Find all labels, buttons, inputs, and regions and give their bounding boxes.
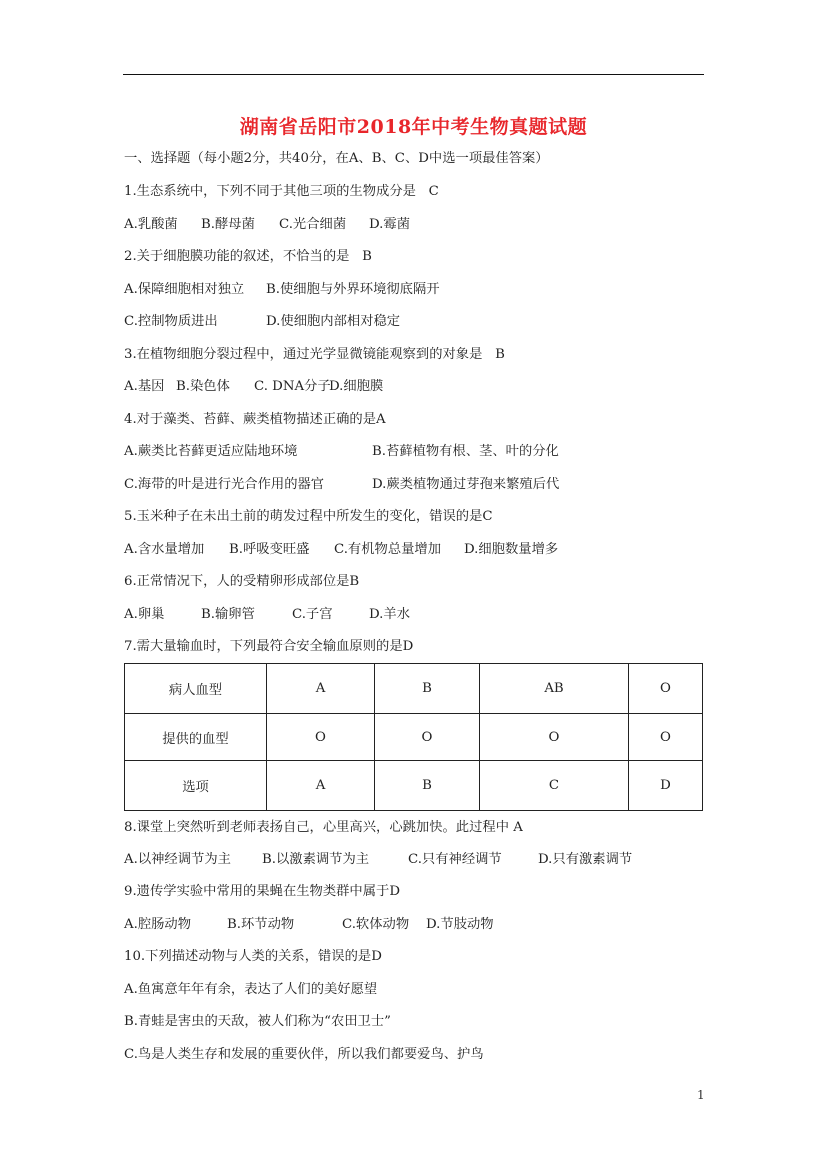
option-b: B.染色体 [176, 379, 230, 394]
table-cell: D [629, 761, 703, 811]
table-cell: B [375, 664, 480, 714]
table-row [125, 664, 703, 714]
question-10-option-c: C.鸟是人类生存和发展的重要伙伴，所以我们都要爱鸟、护鸟 [124, 1047, 484, 1062]
table-cell: AB [480, 664, 629, 714]
option-a: A.卵巢 [124, 607, 165, 622]
table-cell: A [267, 761, 375, 811]
table-cell: A [267, 664, 375, 714]
option-b: B.酵母菌 [201, 217, 255, 232]
document-title: 湖南省岳阳市2018年中考生物真题试题 [239, 116, 588, 138]
question-4-stem: 4.对于藻类、苔藓、蕨类植物描述正确的是A [124, 412, 386, 427]
option-a: A.含水量增加 [124, 542, 205, 557]
table-cell: 提供的血型 [125, 714, 267, 761]
question-10-stem: 10.下列描述动物与人类的关系，错误的是D [124, 949, 382, 964]
option-d: D.细胞膜 [329, 379, 384, 394]
question-3-stem: 3.在植物细胞分裂过程中，通过光学显微镜能观察到的对象是 B [124, 347, 505, 362]
question-5-stem: 5.玉米种子在未出土前的萌发过程中所发生的变化，错误的是C [124, 509, 493, 524]
question-10-option-b: B.青蛙是害虫的天敌，被人们称为“农田卫士” [124, 1014, 391, 1029]
question-6-stem: 6.正常情况下，人的受精卵形成部位是B [124, 574, 360, 589]
option-c: C.光合细菌 [279, 217, 347, 232]
option-d: D.使细胞内部相对稳定 [266, 314, 401, 329]
question-2-stem: 2.关于细胞膜功能的叙述，不恰当的是 B [124, 249, 372, 264]
option-a: A.基因 [124, 379, 165, 394]
table-cell: 病人血型 [125, 664, 267, 714]
table-cell: B [375, 761, 480, 811]
option-d: D.羊水 [369, 607, 411, 622]
option-c: C.有机物总量增加 [334, 542, 442, 557]
option-b: B.环节动物 [227, 917, 295, 932]
option-d: D.只有激素调节 [538, 852, 633, 867]
option-a: A.腔肠动物 [124, 917, 192, 932]
option-d: D.节肢动物 [426, 917, 494, 932]
option-a: A.乳酸菌 [124, 217, 178, 232]
option-b: B.输卵管 [201, 607, 255, 622]
section-heading: 一、选择题（每小题2分，共40分，在A、B、C、D中选一项最佳答案） [124, 151, 549, 166]
option-a: A.蕨类比苔藓更适应陆地环境 [124, 444, 298, 459]
table-cell: C [480, 761, 629, 811]
option-b: B.使细胞与外界环境彻底隔开 [266, 282, 440, 297]
table-row [125, 761, 703, 811]
option-b: B.以激素调节为主 [262, 852, 370, 867]
option-c: C.只有神经调节 [408, 852, 502, 867]
option-c: C.海带的叶是进行光合作用的器官 [124, 477, 325, 492]
blood-type-table [124, 663, 703, 811]
table-cell: O [375, 714, 480, 761]
table-cell: O [480, 714, 629, 761]
page-number: 1 [697, 1088, 705, 1102]
option-a: A.保障细胞相对独立 [124, 282, 245, 297]
table-cell: 选项 [125, 761, 267, 811]
table-cell: O [629, 714, 703, 761]
option-b: B.呼吸变旺盛 [229, 542, 310, 557]
option-d: D.细胞数量增多 [464, 542, 559, 557]
question-10-option-a: A.鱼寓意年年有余，表达了人们的美好愿望 [124, 982, 378, 997]
question-9-stem: 9.遗传学实验中常用的果蝇在生物类群中属于D [124, 884, 400, 899]
question-1-stem: 1.生态系统中，下列不同于其他三项的生物成分是 C [124, 184, 439, 199]
option-d: D.蕨类植物通过芽孢来繁殖后代 [372, 477, 560, 492]
question-7-stem: 7.需大量输血时，下列最符合安全输血原则的是D [124, 639, 414, 654]
table-cell: O [629, 664, 703, 714]
option-a: A.以神经调节为主 [124, 852, 231, 867]
table-cell: O [267, 714, 375, 761]
option-c: C.控制物质进出 [124, 314, 218, 329]
header-rule [123, 74, 704, 75]
option-c: C.软体动物 [342, 917, 410, 932]
question-8-stem: 8.课堂上突然听到老师表扬自己，心里高兴，心跳加快。此过程中 A [124, 820, 523, 835]
option-b: B.苔藓植物有根、茎、叶的分化 [372, 444, 559, 459]
table-row [125, 714, 703, 761]
option-c: C.子宫 [292, 607, 333, 622]
option-c: C. DNA分子 [254, 379, 331, 394]
option-d: D.霉菌 [369, 217, 411, 232]
